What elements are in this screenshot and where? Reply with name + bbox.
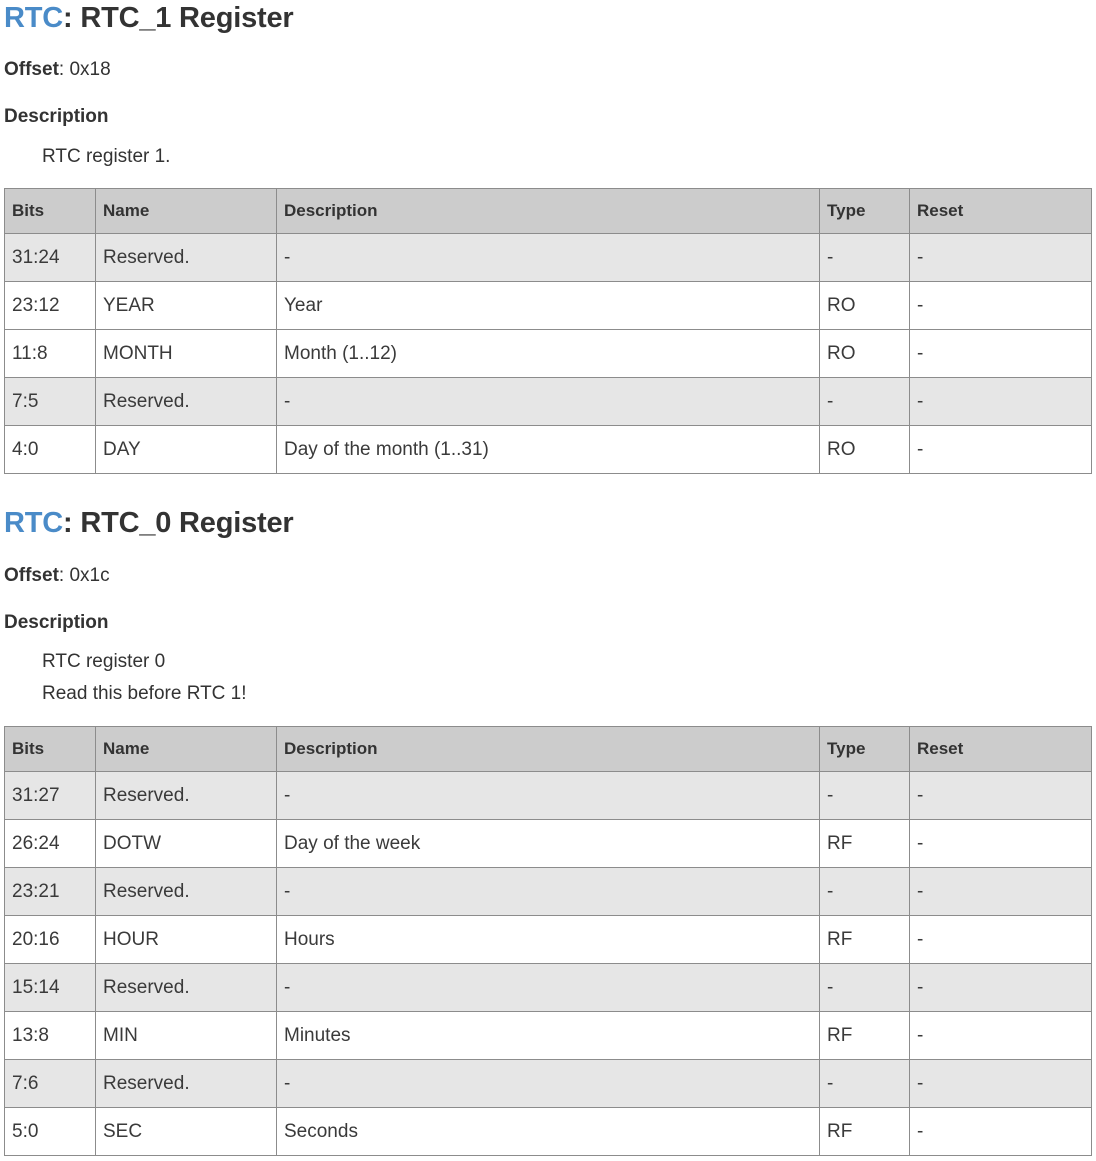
- cell-type: RF: [820, 1012, 910, 1060]
- cell-bits: 7:6: [5, 1060, 96, 1108]
- column-header-reset: Reset: [910, 727, 1092, 772]
- cell-reset: -: [910, 378, 1092, 426]
- cell-reset: -: [910, 234, 1092, 282]
- table-row: [5, 1108, 1092, 1156]
- cell-reset: -: [910, 916, 1092, 964]
- cell-type: -: [820, 772, 910, 820]
- cell-bits: 23:21: [5, 868, 96, 916]
- cell-bits: 26:24: [5, 820, 96, 868]
- offset-line: [4, 59, 111, 81]
- column-header-type: Type: [820, 727, 910, 772]
- cell-bits: 23:12: [5, 282, 96, 330]
- table-row: [5, 916, 1092, 964]
- cell-name: DOTW: [96, 820, 277, 868]
- cell-description: -: [277, 868, 820, 916]
- table-row: [5, 1060, 1092, 1108]
- cell-reset: -: [910, 330, 1092, 378]
- cell-name: Reserved.: [96, 964, 277, 1012]
- column-header-description: Description: [277, 727, 820, 772]
- column-header-name: Name: [96, 189, 277, 234]
- table-row: [5, 234, 1092, 282]
- title-separator: :: [63, 2, 73, 34]
- cell-reset: -: [910, 868, 1092, 916]
- cell-bits: 4:0: [5, 426, 96, 474]
- cell-type: RF: [820, 916, 910, 964]
- cell-name: Reserved.: [96, 234, 277, 282]
- table-row: [5, 330, 1092, 378]
- column-header-description: Description: [277, 189, 820, 234]
- cell-reset: -: [910, 1060, 1092, 1108]
- cell-name: Reserved.: [96, 378, 277, 426]
- cell-bits: 31:27: [5, 772, 96, 820]
- cell-name: MIN: [96, 1012, 277, 1060]
- cell-description: -: [277, 772, 820, 820]
- column-header-reset: Reset: [910, 189, 1092, 234]
- cell-name: SEC: [96, 1108, 277, 1156]
- table-row: [5, 282, 1092, 330]
- table-row: [5, 772, 1092, 820]
- cell-name: Reserved.: [96, 772, 277, 820]
- cell-description: Day of the week: [277, 820, 820, 868]
- register-field-table: [4, 188, 1092, 474]
- table-row: [5, 964, 1092, 1012]
- title-separator: :: [63, 507, 73, 539]
- cell-description: Month (1..12): [277, 330, 820, 378]
- cell-bits: 7:5: [5, 378, 96, 426]
- cell-description: Year: [277, 282, 820, 330]
- cell-reset: -: [910, 426, 1092, 474]
- table-header-row: [5, 727, 1092, 772]
- table-row: [5, 378, 1092, 426]
- cell-type: RO: [820, 330, 910, 378]
- cell-description: Hours: [277, 916, 820, 964]
- cell-name: DAY: [96, 426, 277, 474]
- register-name: RTC_0 Register: [80, 507, 294, 539]
- cell-bits: 20:16: [5, 916, 96, 964]
- cell-bits: 5:0: [5, 1108, 96, 1156]
- cell-type: -: [820, 234, 910, 282]
- column-header-bits: Bits: [5, 189, 96, 234]
- cell-type: -: [820, 964, 910, 1012]
- cell-description: -: [277, 378, 820, 426]
- table-row: [5, 820, 1092, 868]
- register-title: [4, 507, 294, 540]
- cell-description: -: [277, 234, 820, 282]
- cell-type: RF: [820, 1108, 910, 1156]
- cell-bits: 31:24: [5, 234, 96, 282]
- cell-name: YEAR: [96, 282, 277, 330]
- description-heading: Description: [4, 612, 109, 633]
- offset-label: Offset: [4, 565, 59, 586]
- cell-description: Minutes: [277, 1012, 820, 1060]
- description-text: RTC register 0: [42, 651, 166, 672]
- column-header-name: Name: [96, 727, 277, 772]
- description-text: RTC register 1.: [42, 146, 171, 167]
- table-header-row: [5, 189, 1092, 234]
- block-link[interactable]: RTC: [4, 2, 64, 34]
- cell-reset: -: [910, 1108, 1092, 1156]
- offset-value: : 0x18: [58, 59, 111, 80]
- column-header-bits: Bits: [5, 727, 96, 772]
- offset-label: Offset: [4, 59, 59, 80]
- cell-type: -: [820, 868, 910, 916]
- cell-name: Reserved.: [96, 1060, 277, 1108]
- cell-bits: 15:14: [5, 964, 96, 1012]
- cell-type: RO: [820, 426, 910, 474]
- cell-name: Reserved.: [96, 868, 277, 916]
- cell-reset: -: [910, 1012, 1092, 1060]
- cell-reset: -: [910, 282, 1092, 330]
- register-field-table: [4, 726, 1092, 1156]
- cell-description: -: [277, 964, 820, 1012]
- register-name: RTC_1 Register: [80, 2, 294, 34]
- cell-description: Seconds: [277, 1108, 820, 1156]
- cell-reset: -: [910, 772, 1092, 820]
- cell-name: MONTH: [96, 330, 277, 378]
- description-heading: Description: [4, 106, 109, 127]
- table-row: [5, 1012, 1092, 1060]
- cell-description: -: [277, 1060, 820, 1108]
- table-row: [5, 426, 1092, 474]
- description-text: Read this before RTC 1!: [42, 683, 247, 704]
- cell-reset: -: [910, 964, 1092, 1012]
- table-row: [5, 868, 1092, 916]
- cell-type: -: [820, 1060, 910, 1108]
- cell-type: RF: [820, 820, 910, 868]
- cell-bits: 13:8: [5, 1012, 96, 1060]
- cell-type: RO: [820, 282, 910, 330]
- cell-description: Day of the month (1..31): [277, 426, 820, 474]
- register-title: [4, 2, 294, 35]
- offset-value: : 0x1c: [58, 565, 110, 586]
- cell-type: -: [820, 378, 910, 426]
- cell-bits: 11:8: [5, 330, 96, 378]
- block-link[interactable]: RTC: [4, 507, 64, 539]
- column-header-type: Type: [820, 189, 910, 234]
- cell-name: HOUR: [96, 916, 277, 964]
- offset-line: [4, 565, 110, 587]
- cell-reset: -: [910, 820, 1092, 868]
